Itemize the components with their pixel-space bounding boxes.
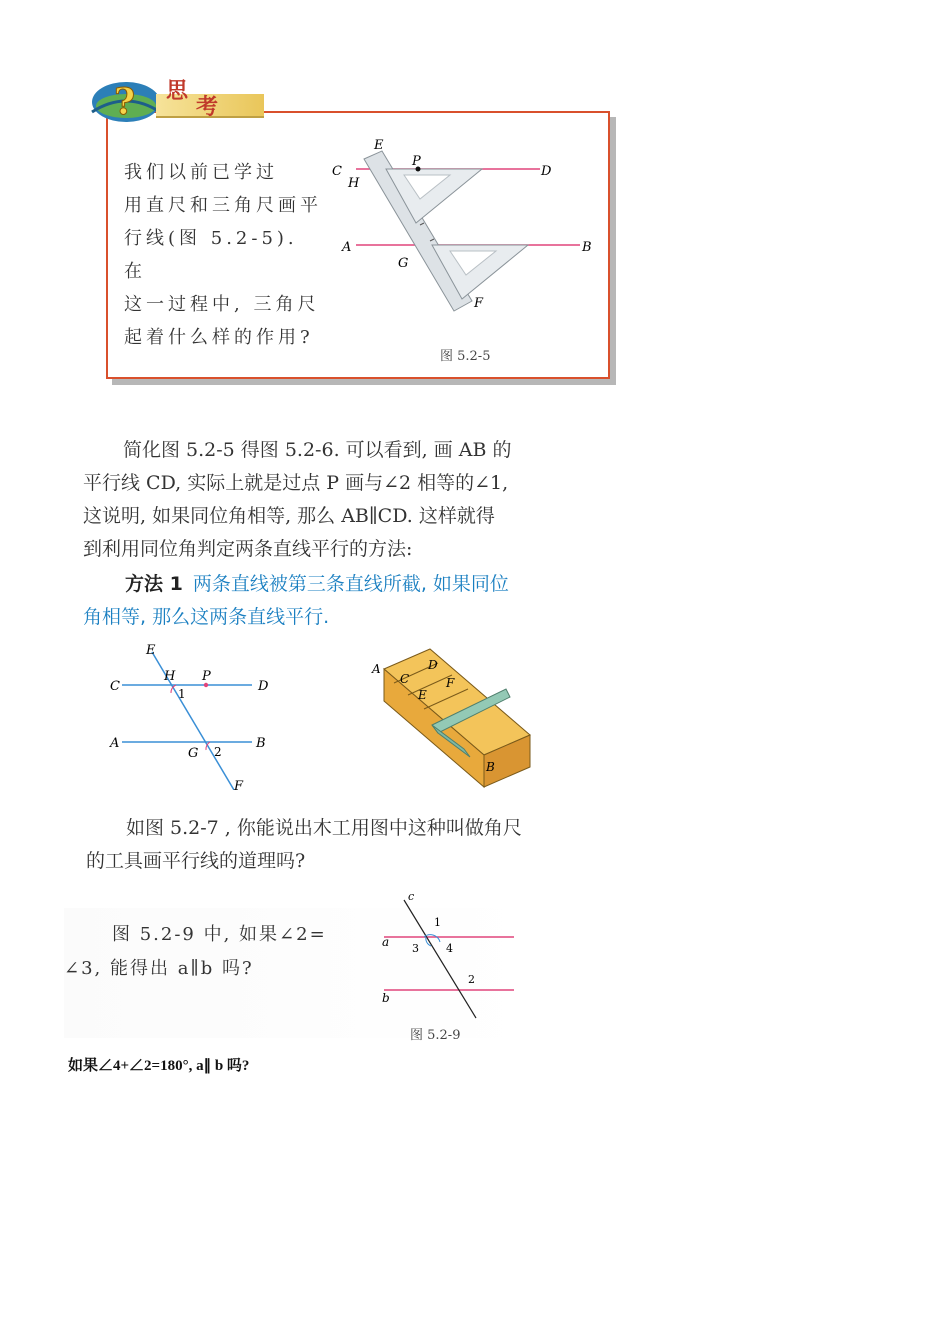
label-E: E: [374, 138, 384, 153]
think-line: 用直尺和三角尺画平: [124, 195, 322, 216]
figure-5-2-6: [100, 640, 290, 790]
paragraph-line: 平行线 CD, 实际上就是过点 P 画与∠2 相等的∠1,: [83, 472, 509, 494]
method-line: 角相等, 那么这两条直线平行.: [83, 606, 330, 628]
paragraph-line: 如图 5.2-7 , 你能说出木工用图中这种叫做角尺: [126, 817, 522, 839]
figure-5-2-5: [330, 135, 600, 345]
label-B: B: [582, 240, 592, 255]
figure-caption: 图 5.2-9: [410, 1028, 461, 1043]
paragraph-line: 的工具画平行线的道理吗?: [86, 850, 306, 872]
angle-3-label: 3: [412, 942, 419, 955]
think-title: 思: [166, 78, 189, 104]
label-c: c: [408, 890, 415, 903]
angle-1-label: 1: [178, 687, 186, 701]
label-B: B: [256, 736, 266, 751]
label-H: H: [348, 176, 360, 191]
think-line: 这一过程中, 三角尺: [124, 294, 320, 315]
paragraph-line: 这说明, 如果同位角相等, 那么 AB∥CD. 这样就得: [83, 505, 495, 527]
label-F: F: [474, 296, 484, 311]
angle-4-label: 4: [446, 942, 453, 955]
label-C: C: [400, 672, 410, 686]
label-D: D: [258, 679, 269, 694]
label-H: H: [164, 669, 176, 684]
label-B: B: [486, 760, 495, 774]
angle-question: [64, 918, 354, 986]
label-A: A: [342, 240, 352, 255]
think-line: 起着什么样的作用?: [124, 327, 314, 348]
label-E: E: [146, 643, 156, 658]
label-A: A: [110, 736, 120, 751]
label-G: G: [188, 746, 199, 761]
figure-5-2-7: [366, 645, 541, 790]
label-C: C: [110, 679, 120, 694]
label-D: D: [428, 658, 438, 672]
label-A: A: [372, 662, 381, 676]
method-1: [83, 568, 603, 634]
final-question: 如果∠4+∠2=180°, a∥ b 吗?: [68, 1058, 250, 1074]
label-a: a: [382, 935, 390, 949]
angle-2-label: 2: [214, 745, 222, 759]
think-line: 我们以前已学过: [124, 162, 278, 183]
think-line: 行线(图 5.2-5). 在: [124, 228, 298, 282]
svg-text:?: ?: [114, 81, 136, 123]
label-P: P: [412, 154, 421, 169]
paragraph-line: 简化图 5.2-5 得图 5.2-6. 可以看到, 画 AB 的: [123, 439, 512, 461]
method-line: 两条直线被第三条直线所截, 如果同位: [192, 573, 509, 595]
label-P: P: [202, 669, 211, 684]
question-line: 图 5.2-9 中, 如果∠2=: [112, 924, 327, 945]
think-text: [124, 156, 324, 354]
figure-caption: 图 5.2-5: [440, 349, 491, 364]
label-F: F: [446, 676, 455, 690]
paragraph-line: 到利用同位角判定两条直线平行的方法:: [83, 538, 413, 560]
label-C: C: [332, 164, 342, 179]
label-D: D: [541, 164, 552, 179]
question-line: ∠3, 能得出 a∥b 吗?: [64, 958, 254, 979]
label-F: F: [234, 779, 244, 790]
think-title: 考: [196, 94, 219, 120]
angle-1-label: 1: [434, 916, 441, 929]
explanation-paragraph: [83, 434, 603, 566]
label-E: E: [418, 688, 427, 702]
carpenter-question: [86, 812, 606, 878]
label-b: b: [382, 991, 390, 1005]
figure-5-2-9: [378, 890, 518, 1020]
label-G: G: [398, 256, 409, 271]
method-tag: 方法 1: [125, 573, 183, 595]
angle-2-label: 2: [468, 973, 475, 986]
